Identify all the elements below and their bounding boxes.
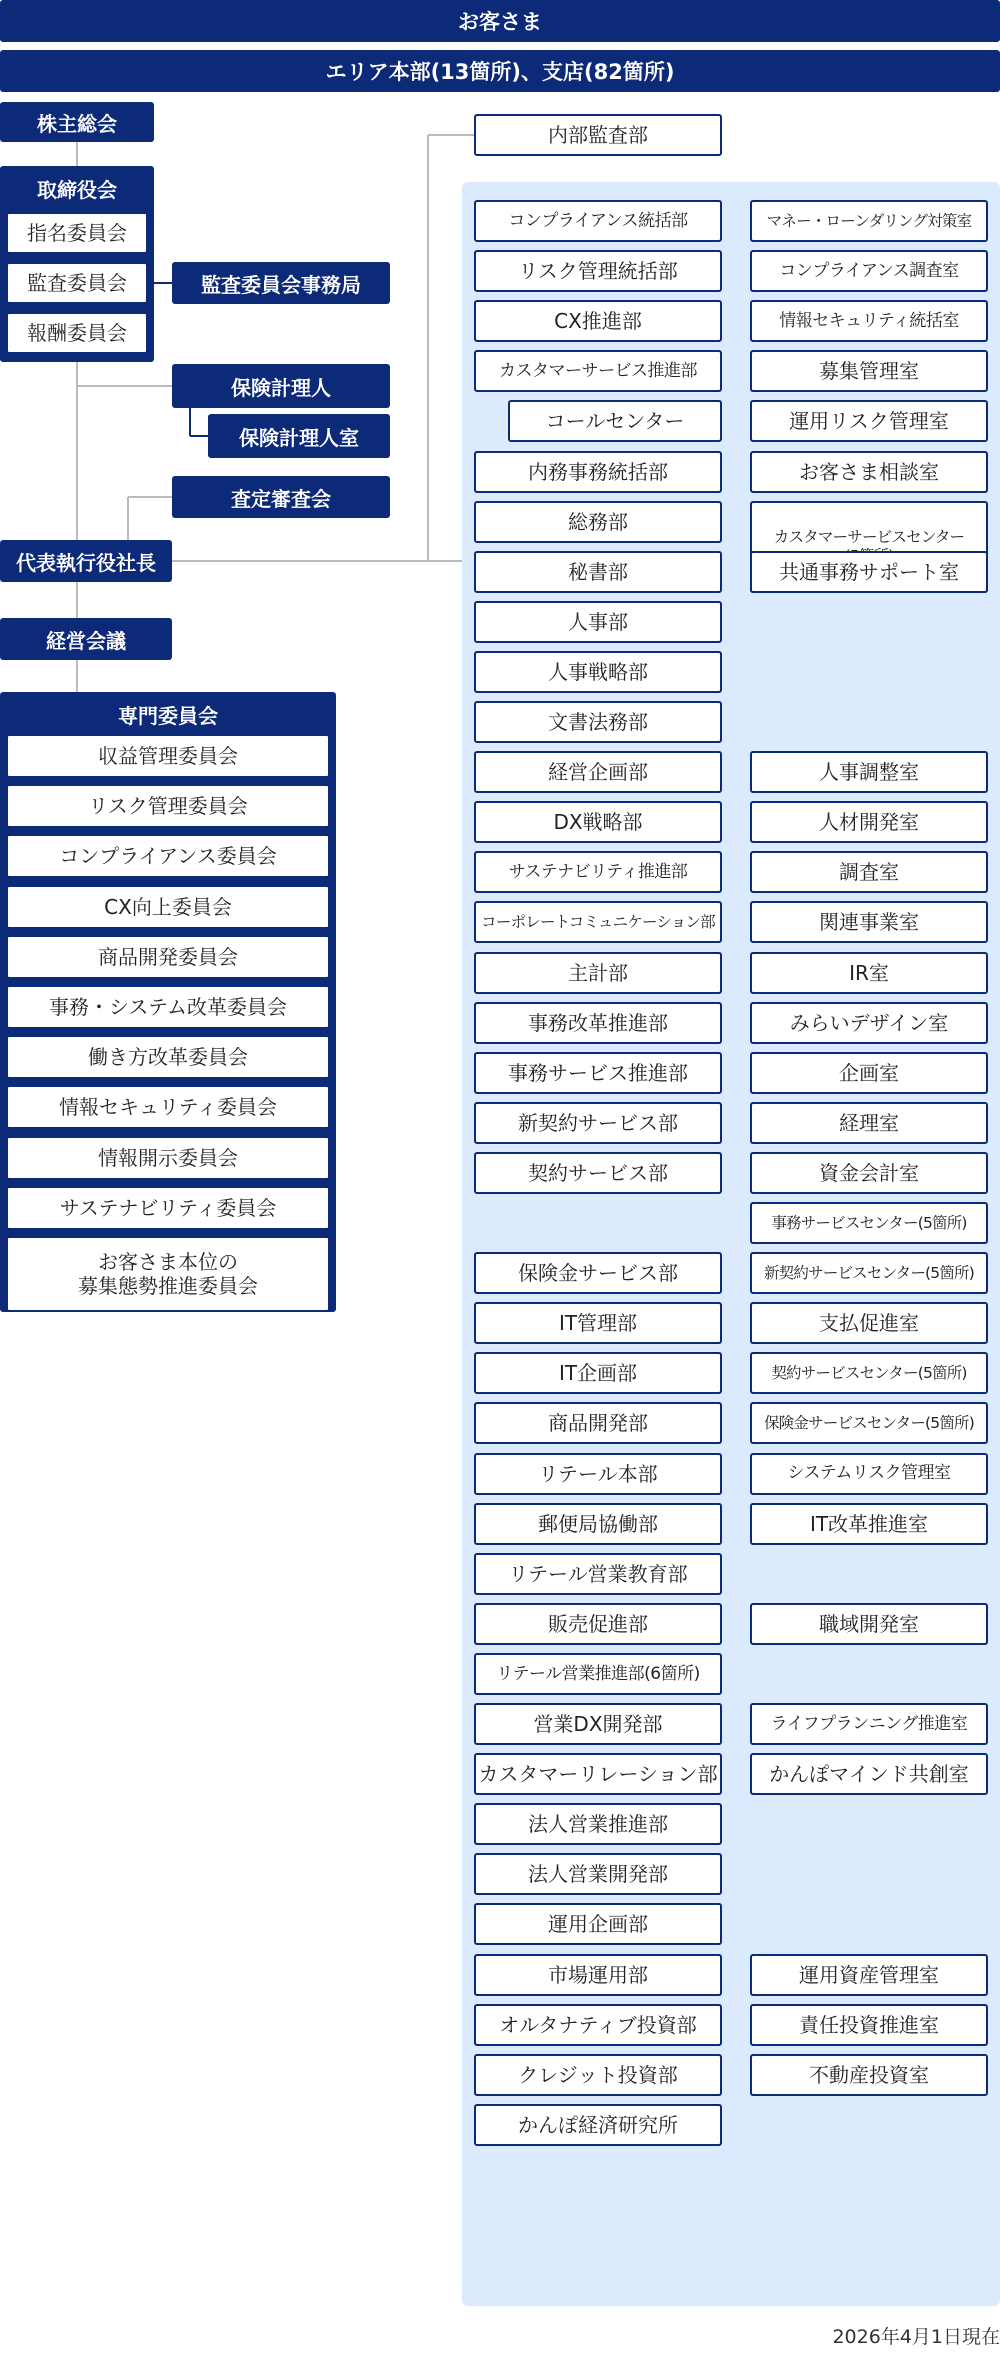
department-box: 人事戦略部: [474, 651, 722, 693]
management-meeting: 経営会議: [0, 618, 172, 660]
regional-bar: エリア本部(13箇所)、支店(82箇所): [0, 50, 1000, 92]
department-box: サステナビリティ推進部: [474, 851, 722, 893]
special-committees-title: 専門委員会: [118, 704, 218, 728]
department-box: 内務事務統括部: [474, 451, 722, 493]
department-box: IT管理部: [474, 1302, 722, 1344]
department-box: 保険金サービス部: [474, 1252, 722, 1294]
sub-unit-box: 資金会計室: [750, 1152, 988, 1194]
sub-unit-box: 職域開発室: [750, 1603, 988, 1645]
sub-unit-box: お客さま相談室: [750, 451, 988, 493]
department-box: 新契約サービス部: [474, 1102, 722, 1144]
sub-unit-box: カスタマーサービスセンター: [750, 501, 988, 593]
department-box: 法人営業開発部: [474, 1853, 722, 1895]
department-box: 法人営業推進部: [474, 1803, 722, 1845]
sub-unit-box: 責任投資推進室: [750, 2004, 988, 2046]
department-box: 総務部: [474, 501, 722, 543]
department-box: 事務改革推進部: [474, 1002, 722, 1044]
sub-unit-box: IR室: [750, 952, 988, 994]
department-box: 運用企画部: [474, 1903, 722, 1945]
special-committee-item: 働き方改革委員会: [6, 1035, 330, 1079]
department-box: コンプライアンス統括部: [474, 200, 722, 242]
department-box: 商品開発部: [474, 1402, 722, 1444]
internal-audit-dept: 内部監査部: [474, 114, 722, 156]
sub-unit-box: 人材開発室: [750, 801, 988, 843]
shareholders-meeting: 株主総会: [0, 102, 154, 142]
department-box: カスタマーサービス推進部: [474, 350, 722, 392]
special-committee-item: リスク管理委員会: [6, 784, 330, 828]
sub-unit-box: 運用リスク管理室: [750, 400, 988, 442]
compensation-committee: 報酬委員会: [6, 312, 148, 354]
sub-unit-box: 人事調整室: [750, 751, 988, 793]
department-box: 事務サービス推進部: [474, 1052, 722, 1094]
department-box: 契約サービス部: [474, 1152, 722, 1194]
nomination-committee: 指名委員会: [6, 212, 148, 254]
sub-unit-box: 契約サービスセンター(5箇所): [750, 1352, 988, 1394]
sub-unit-box: IT改革推進室: [750, 1503, 988, 1545]
department-box: CX推進部: [474, 300, 722, 342]
department-box: カスタマーリレーション部: [474, 1753, 722, 1795]
sub-unit-box: 企画室: [750, 1052, 988, 1094]
sub-unit-box: コンプライアンス調査室: [750, 250, 988, 292]
department-box: 人事部: [474, 601, 722, 643]
sub-unit-box: 新契約サービスセンター(5箇所): [750, 1252, 988, 1294]
call-center: コールセンター: [508, 400, 722, 442]
sub-unit-box: ライフプランニング推進室: [750, 1703, 988, 1745]
audit-committee: 監査委員会: [6, 262, 148, 304]
actuary: 保険計理人: [172, 364, 390, 408]
department-box: IT企画部: [474, 1352, 722, 1394]
department-box: 秘書部: [474, 551, 722, 593]
customers-bar: お客さま: [0, 0, 1000, 42]
department-box: 市場運用部: [474, 1954, 722, 1996]
department-box: 営業DX開発部: [474, 1703, 722, 1745]
department-box: DX戦略部: [474, 801, 722, 843]
special-committee-item: コンプライアンス委員会: [6, 834, 330, 878]
special-committee-item: 情報セキュリティ委員会: [6, 1085, 330, 1129]
sub-unit-box: システムリスク管理室: [750, 1453, 988, 1495]
special-committee-item: CX向上委員会: [6, 885, 330, 929]
sub-unit-box: 保険金サービスセンター(5箇所): [750, 1402, 988, 1444]
department-box: リスク管理統括部: [474, 250, 722, 292]
department-box: 販売促進部: [474, 1603, 722, 1645]
audit-committee-office: 監査委員会事務局: [172, 262, 390, 304]
department-box: 文書法務部: [474, 701, 722, 743]
department-box: 経営企画部: [474, 751, 722, 793]
department-box: 主計部: [474, 952, 722, 994]
sub-unit-box: 運用資産管理室: [750, 1954, 988, 1996]
ceo: 代表執行役社長: [0, 540, 172, 582]
special-committee-item: 収益管理委員会: [6, 734, 330, 778]
sub-unit-box: かんぽマインド共創室: [750, 1753, 988, 1795]
department-box: クレジット投資部: [474, 2054, 722, 2096]
sub-unit-box: 不動産投資室: [750, 2054, 988, 2096]
sub-unit-box: 支払促進室: [750, 1302, 988, 1344]
department-box: コーポレートコミュニケーション部: [474, 901, 722, 943]
department-box: リテール営業推進部(6箇所): [474, 1653, 722, 1695]
department-box: かんぽ経済研究所: [474, 2104, 722, 2146]
sub-unit-box: 経理室: [750, 1102, 988, 1144]
sub-unit-box: 情報セキュリティ統括室: [750, 300, 988, 342]
sub-unit-box: マネー・ローンダリング対策室: [750, 200, 988, 242]
special-committee-item: サステナビリティ委員会: [6, 1186, 330, 1230]
sub-unit-box: 調査室: [750, 851, 988, 893]
special-committee-item: 事務・システム改革委員会: [6, 985, 330, 1029]
sub-unit-box: 関連事業室: [750, 901, 988, 943]
special-committee-item: 情報開示委員会: [6, 1136, 330, 1180]
board-label: 取締役会: [37, 178, 117, 202]
sub-unit-box: 共通事務サポート室: [750, 551, 988, 593]
special-committee-item: 商品開発委員会: [6, 935, 330, 979]
department-box: 郵便局協働部: [474, 1503, 722, 1545]
sub-unit-box: 募集管理室: [750, 350, 988, 392]
actuary-office: 保険計理人室: [208, 414, 390, 458]
review-board: 査定審査会: [172, 476, 390, 518]
special-committee-item: お客さま本位の 募集態勢推進委員会: [6, 1236, 330, 1312]
department-box: リテール本部: [474, 1453, 722, 1495]
sub-unit-box: みらいデザイン室: [750, 1002, 988, 1044]
as-of-date: 2026年4月1日現在: [832, 2326, 1000, 2348]
department-box: オルタナティブ投資部: [474, 2004, 722, 2046]
department-box: リテール営業教育部: [474, 1553, 722, 1595]
sub-unit-box: 事務サービスセンター(5箇所): [750, 1202, 988, 1244]
